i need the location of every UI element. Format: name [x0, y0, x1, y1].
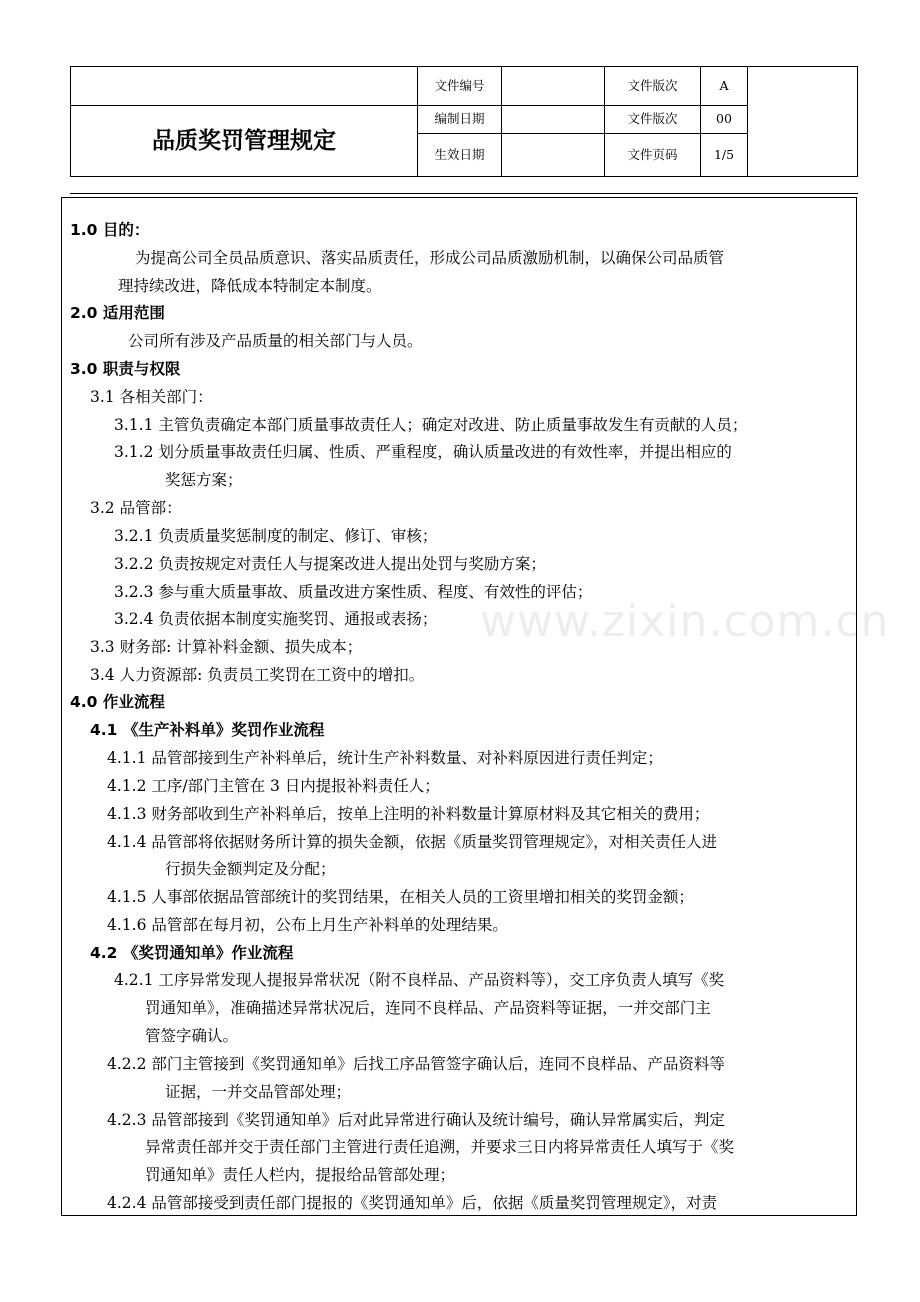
item-4-2-2-line1: 4.2.2 部门主管接到《奖罚通知单》后找工序品管签字确认后，连同不良样品、产品资料等 [107, 1055, 725, 1073]
doc-revision-value: 00 [716, 111, 732, 126]
item-4-2-3-line2: 异常责任部并交于责任部门主管进行责任追溯，并要求三日内将异常责任人填写于《奖 [145, 1138, 735, 1156]
item-4-2-3-line1: 4.2.3 品管部接到《奖罚通知单》后对此异常进行确认及统计编号，确认异常属实后，判定 [107, 1111, 725, 1129]
item-4-1-5: 4.1.5 人事部依据品管部统计的奖罚结果，在相关人员的工资里增扣相关的奖罚金额； [107, 888, 694, 906]
section-2-text: 公司所有涉及产品质量的相关部门与人员。 [128, 332, 423, 350]
item-4-2-1-line1: 4.2.1 工序异常发现人提报异常状况（附不良样品、产品资料等），交工序负责人填写《奖 [114, 971, 725, 989]
item-4-2-1-line3: 管签字确认。 [145, 1027, 239, 1045]
item-3-2-4: 3.2.4 负责依据本制度实施奖罚、通报或表扬； [114, 610, 438, 628]
item-3-1: 3.1 各相关部门： [90, 388, 213, 406]
item-4-1-4-line1: 4.1.4 品管部将依据财务所计算的损失金额，依据《质量奖罚管理规定》，对相关责任人进 [107, 833, 718, 851]
item-3-1-2-line2: 奖惩方案； [165, 471, 243, 489]
header-rule [70, 193, 858, 194]
page-number-label: 文件页码 [627, 147, 678, 162]
section-3-title: 3.0 职责与权限 [70, 360, 181, 378]
doc-revision-label: 文件版次 [627, 111, 678, 126]
item-4-1-title: 4.1 《生产补料单》奖罚作业流程 [90, 721, 325, 739]
item-4-1-1: 4.1.1 品管部接到生产补料单后，统计生产补料数量、对补料原因进行责任判定； [107, 749, 663, 767]
effective-date-label: 生效日期 [434, 147, 485, 162]
item-4-1-6: 4.1.6 品管部在每月初，公布上月生产补料单的处理结果。 [107, 916, 508, 934]
item-4-2-4-line1: 4.2.4 品管部接受到责任部门提报的《奖罚通知单》后，依据《质量奖罚管理规定》，对责 [107, 1194, 718, 1212]
item-4-1-2: 4.1.2 工序/部门主管在 3 日内提报补料责任人； [107, 777, 440, 795]
doc-version-value: A [719, 78, 729, 93]
page-number-value: 1/5 [713, 147, 735, 162]
section-1-text-line1: 为提高公司全员品质意识、落实品质责任，形成公司品质激励机制，以确保公司品质管 [135, 249, 725, 267]
item-3-2-2: 3.2.2 负责按规定对责任人与提案改进人提出处罚与奖励方案； [114, 555, 546, 573]
item-3-1-1: 3.1.1 主管负责确定本部门质量事故责任人；确定对改进、防止质量事故发生有贡献的人员； [114, 416, 748, 434]
item-3-1-2-line1: 3.1.2 划分质量事故责任归属、性质、严重程度，确认质量改进的有效性率，并提出相应的 [114, 443, 732, 461]
document-header-table [70, 66, 858, 177]
item-3-2-1: 3.2.1 负责质量奖惩制度的制定、修订、审核； [114, 527, 438, 545]
watermark: www.zixin.com.cn [480, 596, 890, 647]
compile-date-label: 编制日期 [434, 111, 485, 126]
item-4-2-3-line3: 罚通知单》责任人栏内，提报给品管部处理； [145, 1166, 456, 1184]
item-4-2-1-line2: 罚通知单》，准确描述异常状况后，连同不良样品、产品资料等证据，一并交部门主 [145, 999, 711, 1017]
item-3-3: 3.3 财务部: 计算补料金额、损失成本； [90, 638, 363, 656]
section-4-title: 4.0 作业流程 [70, 693, 165, 711]
section-2-title: 2.0 适用范围 [70, 304, 165, 322]
doc-number-label: 文件编号 [434, 78, 485, 93]
document-title: 品质奖罚管理规定 [152, 128, 336, 154]
section-1-title: 1.0 目的： [70, 221, 150, 239]
item-4-2-title: 4.2 《奖罚通知单》作业流程 [90, 944, 294, 962]
item-3-4: 3.4 人力资源部: 负责员工奖罚在工资中的增扣。 [90, 666, 425, 684]
section-1-text-line2: 理持续改进，降低成本特制定本制度。 [118, 277, 382, 295]
item-4-1-4-line2: 行损失金额判定及分配； [165, 860, 336, 878]
item-4-1-3: 4.1.3 财务部收到生产补料单后，按单上注明的补料数量计算原材料及其它相关的费用； [107, 805, 710, 823]
doc-version-label: 文件版次 [627, 78, 678, 93]
item-3-2: 3.2 品管部： [90, 499, 182, 517]
item-3-2-3: 3.2.3 参与重大质量事故、质量改进方案性质、程度、有效性的评估； [114, 583, 593, 601]
item-4-2-2-line2: 证据，一并交品管部处理； [165, 1083, 352, 1101]
